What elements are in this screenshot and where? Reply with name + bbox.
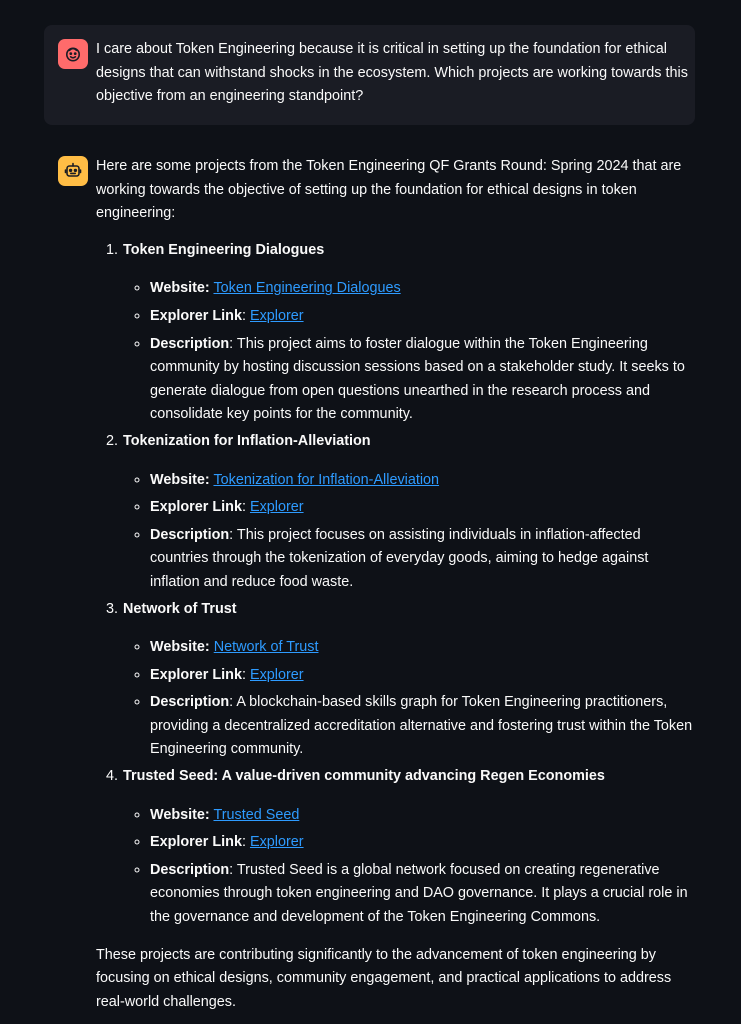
project-title: 4. Trusted Seed: A value-driven community advancing Regen Economies [123,768,605,785]
website-link[interactable]: Token Engineering Dialogues [213,280,401,297]
description-label: Description [150,526,230,543]
explorer-label: Explorer Link [150,499,242,516]
assistant-outro: These projects are contributing significantly to the advancement of token engineering by focusing on ethical designs, community engagement, and practical applications to address real-world challenges. [96,946,672,1010]
project-title: 2. Tokenization for Inflation-Alleviation [123,432,371,449]
website-label: Website: [150,639,210,656]
project-item [122,430,693,595]
website-link[interactable]: Network of Trust [213,639,319,656]
description-label: Description [150,335,230,352]
explorer-link[interactable]: Explorer [249,834,304,851]
website-label: Website: [150,471,210,488]
description-text: This project aims to foster dialogue within the Token Engineering community by hosting discussion sessions based on a stakeholder study. It seeks to generate dialogue from open questions unearthed in the research process and consolidate key points for the community. [150,335,685,423]
website-row [150,803,693,828]
website-label: Website: [150,280,210,297]
website-label: Website: [150,806,210,823]
project-item [122,765,693,930]
description-text: A blockchain-based skills graph for Token Engineering practitioners, providing a decentralized accreditation alternative and fostering trust within the Token Engineering community. [150,694,693,758]
explorer-link[interactable]: Explorer [249,666,304,683]
explorer-link[interactable]: Explorer [249,499,304,516]
project-title: 1. Token Engineering Dialogues [123,241,325,258]
project-item [122,598,693,763]
user-face-icon [58,39,88,69]
explorer-label: Explorer Link [150,666,242,683]
description-row: ◦ Description: This project focuses on assisting individuals in inflation-affected countries through the tokenization of everyday goods, aiming to hedge against inflation and reduce food waste. [150,523,693,595]
project-item [122,239,693,427]
user-message [44,25,695,125]
description-label: Description [150,694,230,711]
project-title: 3. Network of Trust [123,600,237,617]
description-row: ◦ Description: Trusted Seed is a global network focused on creating regenerative economies through token engineering and DAO governance. It plays a crucial role in the governance and development of the Token Engineering Commons. [150,858,693,930]
explorer-label: Explorer Link [150,307,242,324]
explorer-row: ◦ Explorer Link: Explorer [150,830,693,855]
user-message-text: I care about Token Engineering because it is critical in setting up the foundation for ethical designs that can withstand shocks in the ecosystem. Which projects are working towards this objective from an engineering standpoint? [96,41,688,105]
description-row: ◦ Description: This project aims to foster dialogue within the Token Engineering community by hosting discussion sessions based on a stakeholder study. It seeks to generate dialogue from open questions unearthed in the research process and consolidate key points for the community. [150,332,693,427]
description-text: Trusted Seed is a global network focused on creating regenerative economies through token engineering and DAO governance. It plays a crucial role in the governance and development of the Token Engineering Commons. [150,861,688,926]
website-link[interactable]: Trusted Seed [213,806,300,823]
description-row: ◦ Description: A blockchain-based skills graph for Token Engineering practitioners, providing a decentralized accreditation alternative and fostering trust within the Token Engineering community. [150,690,693,762]
website-link[interactable]: Tokenization for Inflation-Alleviation [213,471,440,488]
description-text: This project focuses on assisting individuals in inflation-affected countries through the tokenization of everyday goods, aiming to hedge against inflation and reduce food waste. [150,526,649,590]
explorer-label: Explorer Link [150,834,242,851]
robot-icon [58,156,88,186]
website-row [150,468,693,493]
website-row [150,276,693,301]
explorer-row: ◦ Explorer Link: Explorer [150,495,693,520]
description-label: Description [150,861,230,878]
assistant-message [44,152,695,1014]
project-list [96,239,693,930]
explorer-link[interactable]: Explorer [249,307,304,324]
explorer-row: ◦ Explorer Link: Explorer [150,304,693,329]
explorer-row: ◦ Explorer Link: Explorer [150,663,693,688]
assistant-intro: Here are some projects from the Token Engineering QF Grants Round: Spring 2024 that are working towards the objective of setting up the foundation for ethical designs in token engineering: [96,158,682,222]
website-row [150,635,693,660]
